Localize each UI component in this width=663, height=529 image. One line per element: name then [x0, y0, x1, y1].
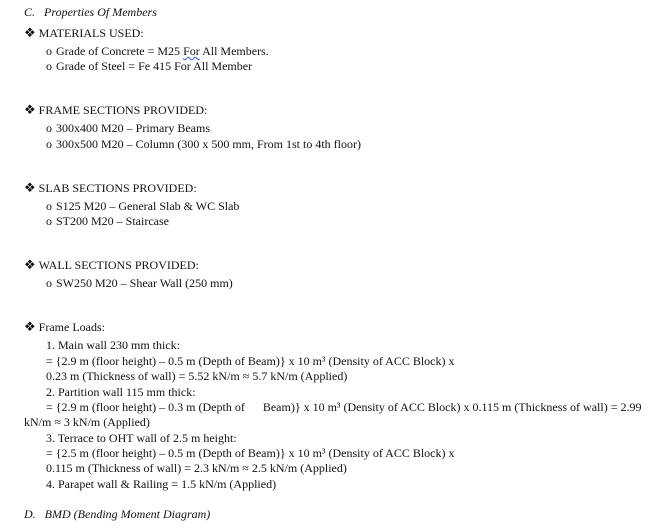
load-line: 3. Terrace to OHT wall of 2.5 m height: [46, 431, 237, 445]
frame-sections-title: FRAME SECTIONS PROVIDED: [38, 103, 208, 117]
circle-bullet-icon: o [46, 137, 52, 151]
load-line: 0.115 m (Thickness of wall) = 2.3 kN/m ≈ 2.5 kN/m (Applied) [46, 461, 347, 475]
frame-loads-heading [24, 319, 105, 335]
frame-loads-title: Frame Loads: [38, 320, 105, 334]
list-item: o ST200 M20 – Staircase [46, 214, 169, 228]
wall-sections-title: WALL SECTIONS PROVIDED: [38, 258, 199, 272]
circle-bullet-icon: o [46, 199, 52, 213]
circle-bullet-icon: o [46, 59, 52, 73]
list-item: o SW250 M20 – Shear Wall (250 mm) [46, 276, 233, 290]
load-line: 2. Partition wall 115 mm thick: [46, 385, 196, 399]
list-item: o S125 M20 – General Slab & WC Slab [46, 199, 240, 213]
circle-bullet-icon: o [46, 276, 52, 290]
section-d-heading [24, 507, 210, 522]
list-item: o 300x500 M20 – Column (300 x 500 mm, From 1st to 4th floor) [46, 137, 362, 151]
section-c-letter: C. [24, 5, 36, 19]
list-item: o 300x400 M20 – Primary Beams [46, 121, 210, 135]
section-c-heading [24, 5, 157, 20]
list-item: o Grade of Concrete = M25 For All Members. [46, 44, 269, 58]
slab-sections-title: SLAB SECTIONS PROVIDED: [38, 181, 197, 195]
list-item: o Grade of Steel = Fe 415 For All Member [46, 59, 253, 73]
diamond-bullet-icon: ❖ [24, 25, 36, 40]
diamond-bullet-icon: ❖ [24, 257, 36, 272]
materials-title: MATERIALS USED: [38, 26, 144, 40]
wall-sections-heading [24, 257, 199, 273]
load-line: = {2.9 m (floor height) – 0.5 m (Depth of Beam)} x 10 m³ (Density of ACC Block) x [46, 354, 455, 368]
diamond-bullet-icon: ❖ [24, 319, 36, 334]
spellcheck-squiggle-word: For [183, 44, 200, 58]
load-line: 0.23 m (Thickness of wall) = 5.52 kN/m ≈ 5.7 kN/m (Applied) [46, 369, 348, 383]
diamond-bullet-icon: ❖ [24, 180, 36, 195]
load-line: kN/m ≈ 3 kN/m (Applied) [24, 415, 150, 429]
diamond-bullet-icon: ❖ [24, 102, 36, 117]
section-d-title: BMD (Bending Moment Diagram) [44, 507, 211, 521]
load-line: = {2.9 m (floor height) – 0.3 m (Depth of Beam)} x 10 m³ (Density of ACC Block) x 0.115 m (Thickness of wall) = 2.99 [46, 400, 642, 414]
circle-bullet-icon: o [46, 214, 52, 228]
circle-bullet-icon: o [46, 44, 52, 58]
circle-bullet-icon: o [46, 121, 52, 135]
section-d-letter: D. [24, 507, 36, 521]
load-line: = {2.5 m (floor height) – 0.5 m (Depth of Beam)} x 10 m³ (Density of ACC Block) x [46, 446, 455, 460]
section-c-title: Properties Of Members [44, 5, 157, 19]
slab-sections-heading [24, 180, 197, 196]
frame-sections-heading [24, 102, 207, 118]
load-line: 1. Main wall 230 mm thick: [46, 338, 180, 352]
load-line: 4. Parapet wall & Railing = 1.5 kN/m (Applied) [46, 477, 277, 491]
materials-heading [24, 25, 144, 41]
